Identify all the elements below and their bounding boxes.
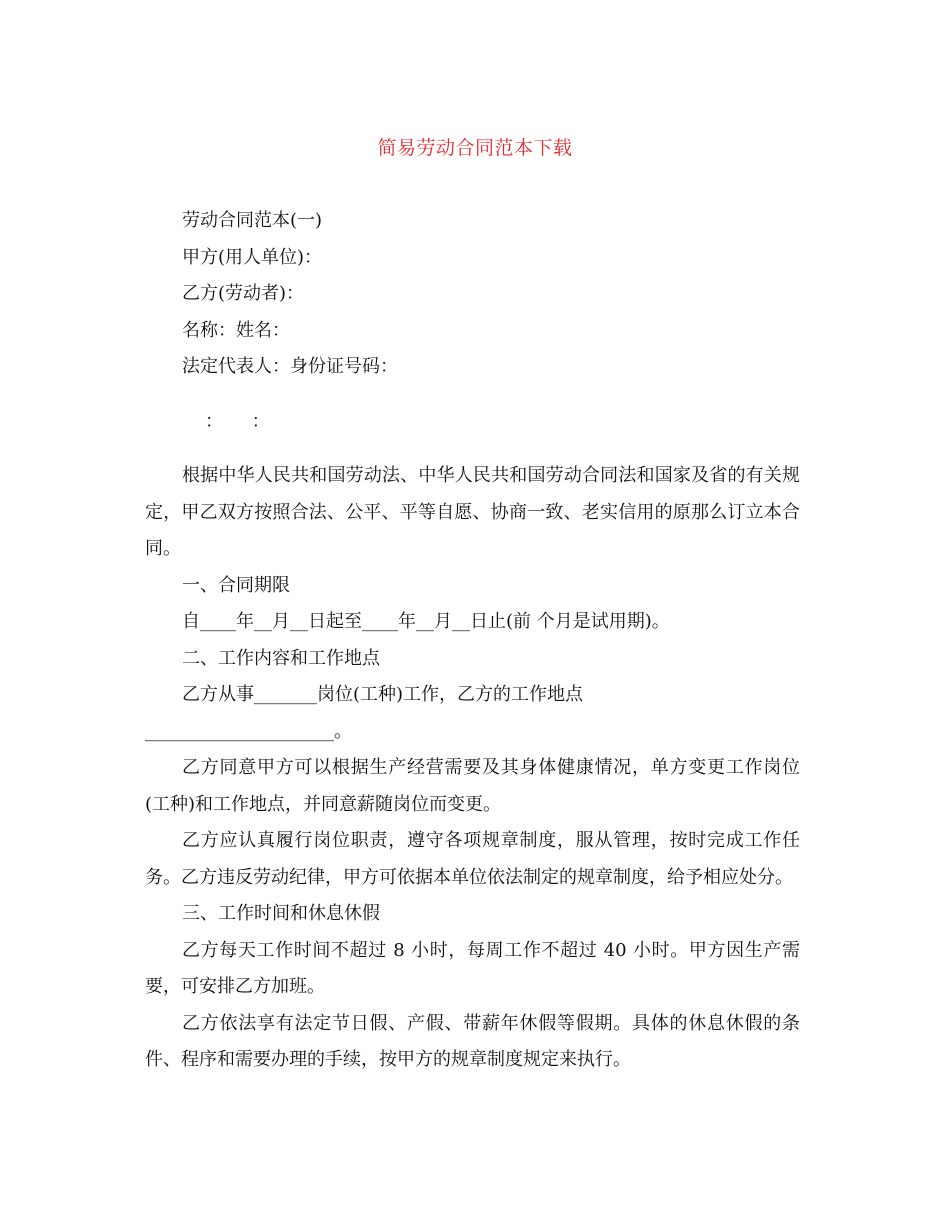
duties-paragraph: 乙方应认真履行岗位职责，遵守各项规章制度，服从管理，按时完成工作任务。乙方违反劳动纪律，甲方可依据本单位依法制定的规章制度，给予相应处分。 bbox=[145, 830, 800, 888]
position-change-paragraph: 乙方同意甲方可以根据生产经营需要及其身体健康情况，单方变更工作岗位(工种)和工作地点，并同意薪随岗位而变更。 bbox=[145, 757, 800, 815]
legal-representative-label: 法定代表人：身份证号码： bbox=[182, 356, 398, 377]
name-label: 名称：姓名： bbox=[182, 319, 290, 341]
work-position-line: 乙方从事_______岗位(工种)工作，乙方的工作地点 bbox=[182, 684, 584, 705]
party-b-label: 乙方(劳动者)： bbox=[182, 283, 305, 304]
section-1-heading: 一、合同期限 bbox=[182, 574, 290, 596]
document-title: 简易劳动合同范本下载 bbox=[377, 137, 573, 159]
section-2-heading: 二、工作内容和工作地点 bbox=[182, 647, 380, 669]
section-3-heading: 三、工作时间和休息休假 bbox=[182, 903, 380, 924]
leave-paragraph: 乙方依法享有法定节日假、产假、带薪年休假等假期。具体的休息休假的条件、程序和需要办理的手续，按甲方的规章制度规定来执行。 bbox=[145, 1012, 800, 1070]
document-body bbox=[145, 203, 800, 1079]
work-location-blank: _____________________。 bbox=[145, 720, 352, 742]
contract-term-line: 自____年__月__日起至____年__月__日止(前 个月是试用期)。 bbox=[182, 611, 670, 632]
intro-paragraph: 根据中华人民共和国劳动法、中华人民共和国劳动合同法和国家及省的有关规定，甲乙双方按照合法、公平、平等自愿、协商一致、老实信用的原那么订立本合同。 bbox=[145, 465, 800, 559]
contract-subtitle: 劳动合同范本(一) bbox=[182, 210, 323, 231]
blank-colon-row: ： ： bbox=[205, 410, 270, 432]
working-hours-paragraph: 乙方每天工作时间不超过 8 小时，每周工作不超过 40 小时。甲方因生产需要，可安排乙方加班。 bbox=[145, 939, 800, 997]
party-a-label: 甲方(用人单位)： bbox=[182, 246, 323, 268]
